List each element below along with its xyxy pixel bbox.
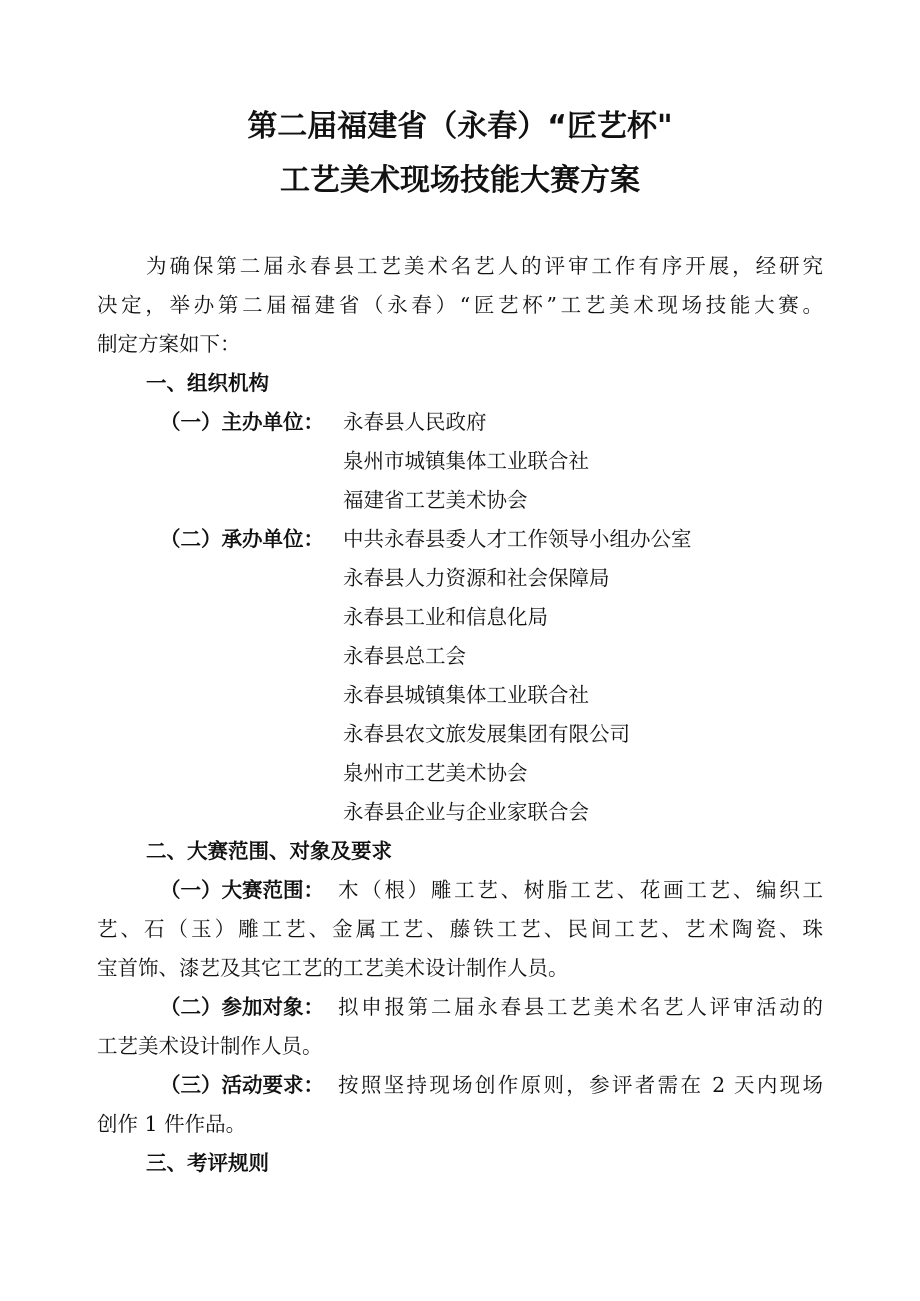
requirement-label: （三）活动要求：: [160, 1073, 324, 1097]
intro-line-1: 为确保第二届永春县工艺美术名艺人的评审工作有序开展，经研究: [146, 254, 823, 278]
document-title-line-1: 第二届福建省（永春）“匠艺杯": [247, 109, 673, 144]
scope-label: （一）大赛范围：: [160, 878, 324, 902]
host-label: （一）主办单位：: [160, 410, 324, 434]
organizer-unit: 永春县企业与企业家联合会: [343, 800, 589, 824]
scope-text-line-2: 艺、石（玉）雕工艺、金属工艺、藤铁工艺、民间工艺、艺术陶瓷、珠: [97, 917, 823, 941]
host-unit: 福建省工艺美术协会: [343, 488, 528, 512]
organizer-unit: 永春县城镇集体工业联合社: [343, 683, 589, 707]
organizer-label: （二）承办单位：: [160, 527, 324, 551]
target-text-line-2: 工艺美术设计制作人员。: [97, 1034, 323, 1058]
organizer-unit: 永春县农文旅发展集团有限公司: [343, 722, 630, 746]
organizer-unit: 永春县工业和信息化局: [343, 605, 548, 629]
target-label: （二）参加对象：: [160, 995, 324, 1019]
target-text-line-1: 拟申报第二届永春县工艺美术名艺人评审活动的: [338, 995, 823, 1019]
organizer-unit: 泉州市工艺美术协会: [343, 761, 528, 785]
scope-text-line-3: 宝首饰、漆艺及其它工艺的工艺美术设计制作人员。: [97, 956, 569, 980]
requirement-text-line-1: 按照坚持现场创作原则，参评者需在 2 天内现场: [338, 1073, 823, 1097]
organizer-unit: 永春县总工会: [343, 644, 466, 668]
requirement-text-line-2: 创作 1 件作品。: [97, 1112, 247, 1136]
section-3-heading: 三、考评规则: [146, 1151, 269, 1175]
intro-line-3: 制定方案如下：: [97, 332, 241, 356]
host-unit: 永春县人民政府: [343, 410, 487, 434]
section-2-heading: 二、大赛范围、对象及要求: [146, 839, 392, 863]
organizer-unit: 永春县人力资源和社会保障局: [343, 566, 610, 590]
intro-line-2: 决定，举办第二届福建省（永春）“匠艺杯”工艺美术现场技能大赛。: [97, 293, 823, 317]
section-1-heading: 一、组织机构: [146, 371, 269, 395]
host-unit: 泉州市城镇集体工业联合社: [343, 449, 589, 473]
document-title-line-2: 工艺美术现场技能大赛方案: [280, 163, 640, 198]
scope-text-line-1: 木（根）雕工艺、树脂工艺、花画工艺、编织工: [338, 878, 823, 902]
organizer-unit: 中共永春县委人才工作领导小组办公室: [343, 527, 692, 551]
